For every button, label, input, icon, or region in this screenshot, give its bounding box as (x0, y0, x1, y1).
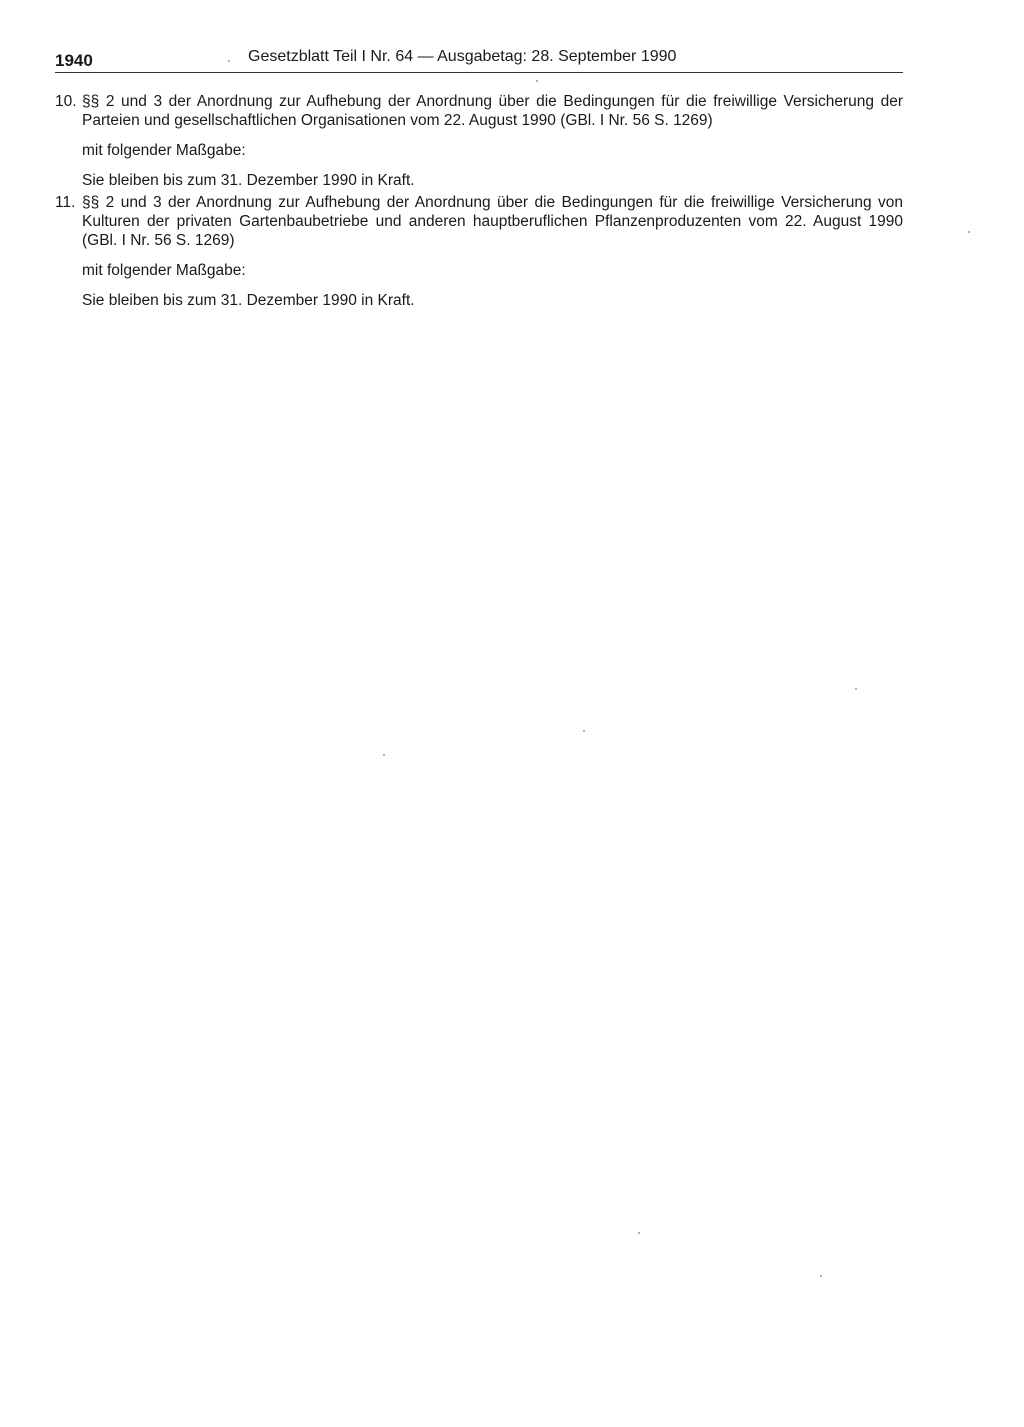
running-title: Gesetzblatt Teil I Nr. 64 — Ausgabetag: 28. September 1990 (248, 48, 677, 65)
entry-proviso: mit folgender Maßgabe: (82, 262, 246, 279)
entry-proviso: mit folgender Maßgabe: (82, 142, 246, 159)
entry-text: §§ 2 und 3 der Anordnung zur Aufhebung der Anordnung über die Bedingungen für die freiwillige Versicherung von Kulturen der privaten Gartenbaubetriebe und anderen hauptberuflichen Pflanzenproduzenten vom 22. August 1990 (GBl. I Nr. 56 S. 1269) (82, 194, 903, 249)
entry-body (82, 193, 903, 310)
entry-text: §§ 2 und 3 der Anordnung zur Aufhebung der Anordnung über die Bedingungen für die freiwillige Versicherung der Parteien und gesellschaftlichen Organisationen vom 22. August 1990 (GBl. I Nr. 56 S. 1269) (82, 93, 903, 129)
entry-number: 11. (55, 194, 76, 211)
scan-speck (855, 688, 857, 690)
scan-speck (383, 754, 385, 756)
scan-speck (228, 60, 230, 62)
entry-number: 10. (55, 93, 77, 110)
scan-speck (820, 1275, 822, 1277)
header-rule (55, 72, 903, 73)
scan-speck (536, 80, 538, 82)
entry-provision: Sie bleiben bis zum 31. Dezember 1990 in Kraft. (82, 292, 415, 309)
scan-speck (638, 1232, 640, 1234)
page-number: 1940 (55, 51, 93, 70)
entry-provision: Sie bleiben bis zum 31. Dezember 1990 in Kraft. (82, 172, 415, 189)
page-header (55, 48, 903, 72)
scan-speck (583, 730, 585, 732)
scan-speck (968, 231, 970, 233)
entry-body (82, 92, 903, 190)
